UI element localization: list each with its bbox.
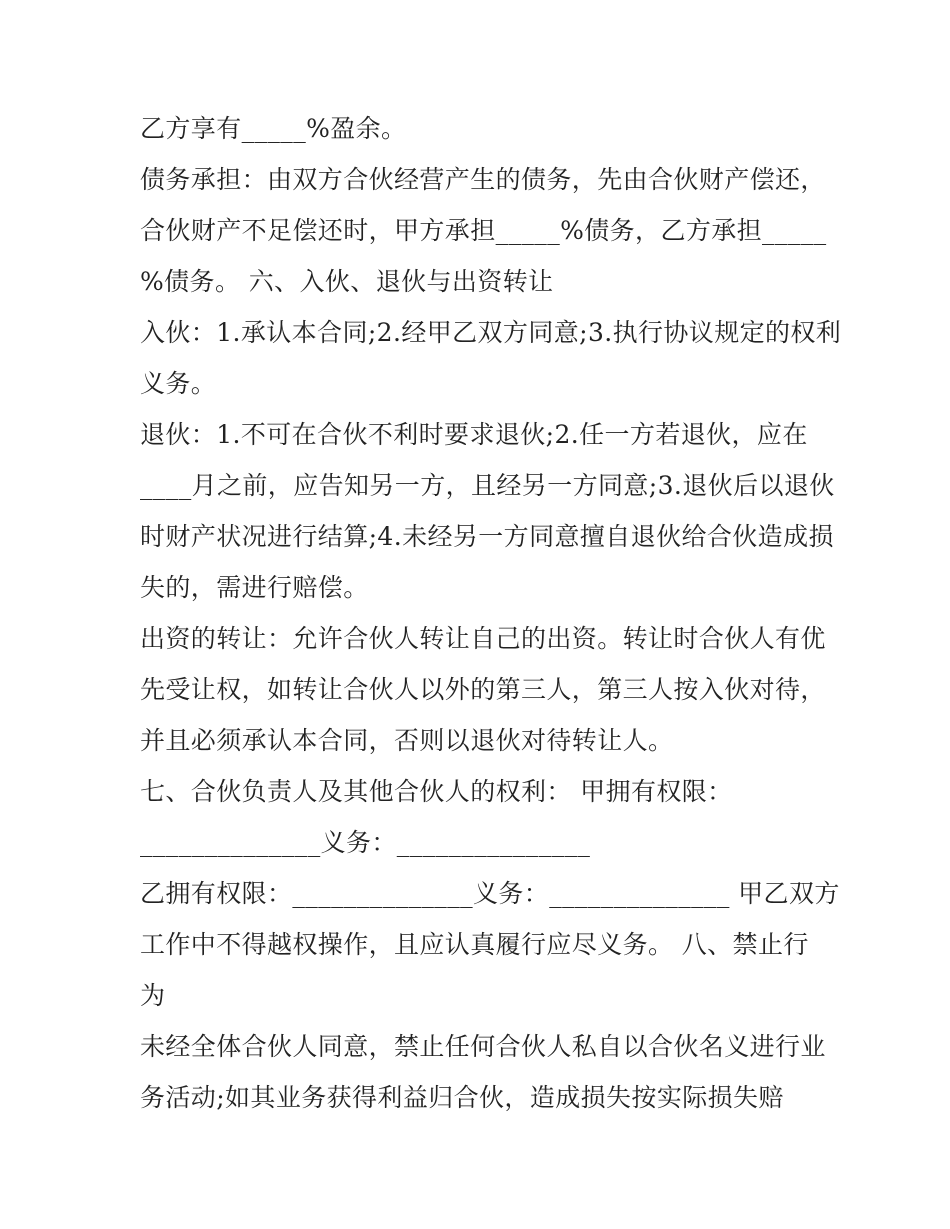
text-line: 入伙：1.承认本合同;2.经甲乙双方同意;3.执行协议规定的权利: [140, 318, 842, 347]
text-line: 七、合伙负责人及其他合伙人的权利： 甲拥有权限：: [140, 777, 733, 806]
text-line: 先受让权，如转让合伙人以外的第三人，第三人按入伙对待，: [140, 675, 826, 704]
text-line: 失的，需进行赔偿。: [140, 573, 369, 602]
text-line: 乙方享有_____%盈余。: [140, 114, 407, 143]
text-line: 并且必须承认本合同，否则以退伙对待转让人。: [140, 726, 674, 755]
text-line: 务活动;如其业务获得利益归合伙，造成损失按实际损失赔: [140, 1083, 784, 1112]
text-line: 工作中不得越权操作，且应认真履行应尽义务。 八、禁止行: [140, 930, 809, 959]
text-line: ______________义务：_______________: [140, 828, 591, 857]
text-line: 退伙：1.不可在合伙不利时要求退伙;2.任一方若退伙，应在: [140, 420, 808, 449]
text-line: 乙拥有权限：______________义务：______________ 甲乙双方: [140, 879, 840, 908]
text-line: %债务。 六、入伙、退伙与出资转让: [140, 267, 554, 296]
text-line: 出资的转让：允许合伙人转让自己的出资。转让时合伙人有优: [140, 624, 826, 653]
text-line: 未经全体合伙人同意，禁止任何合伙人私自以合伙名义进行业: [140, 1032, 826, 1061]
text-line: 债务承担：由双方合伙经营产生的债务，先由合伙财产偿还，: [140, 165, 826, 194]
text-line: 义务。: [140, 369, 217, 398]
text-line: 时财产状况进行结算;4.未经另一方同意擅自退伙给合伙造成损: [140, 522, 834, 551]
text-line: ____月之前，应告知另一方，且经另一方同意;3.退伙后以退伙: [140, 471, 835, 500]
text-line: 为: [140, 981, 166, 1010]
text-line: 合伙财产不足偿还时，甲方承担_____%债务，乙方承担_____: [140, 216, 827, 245]
